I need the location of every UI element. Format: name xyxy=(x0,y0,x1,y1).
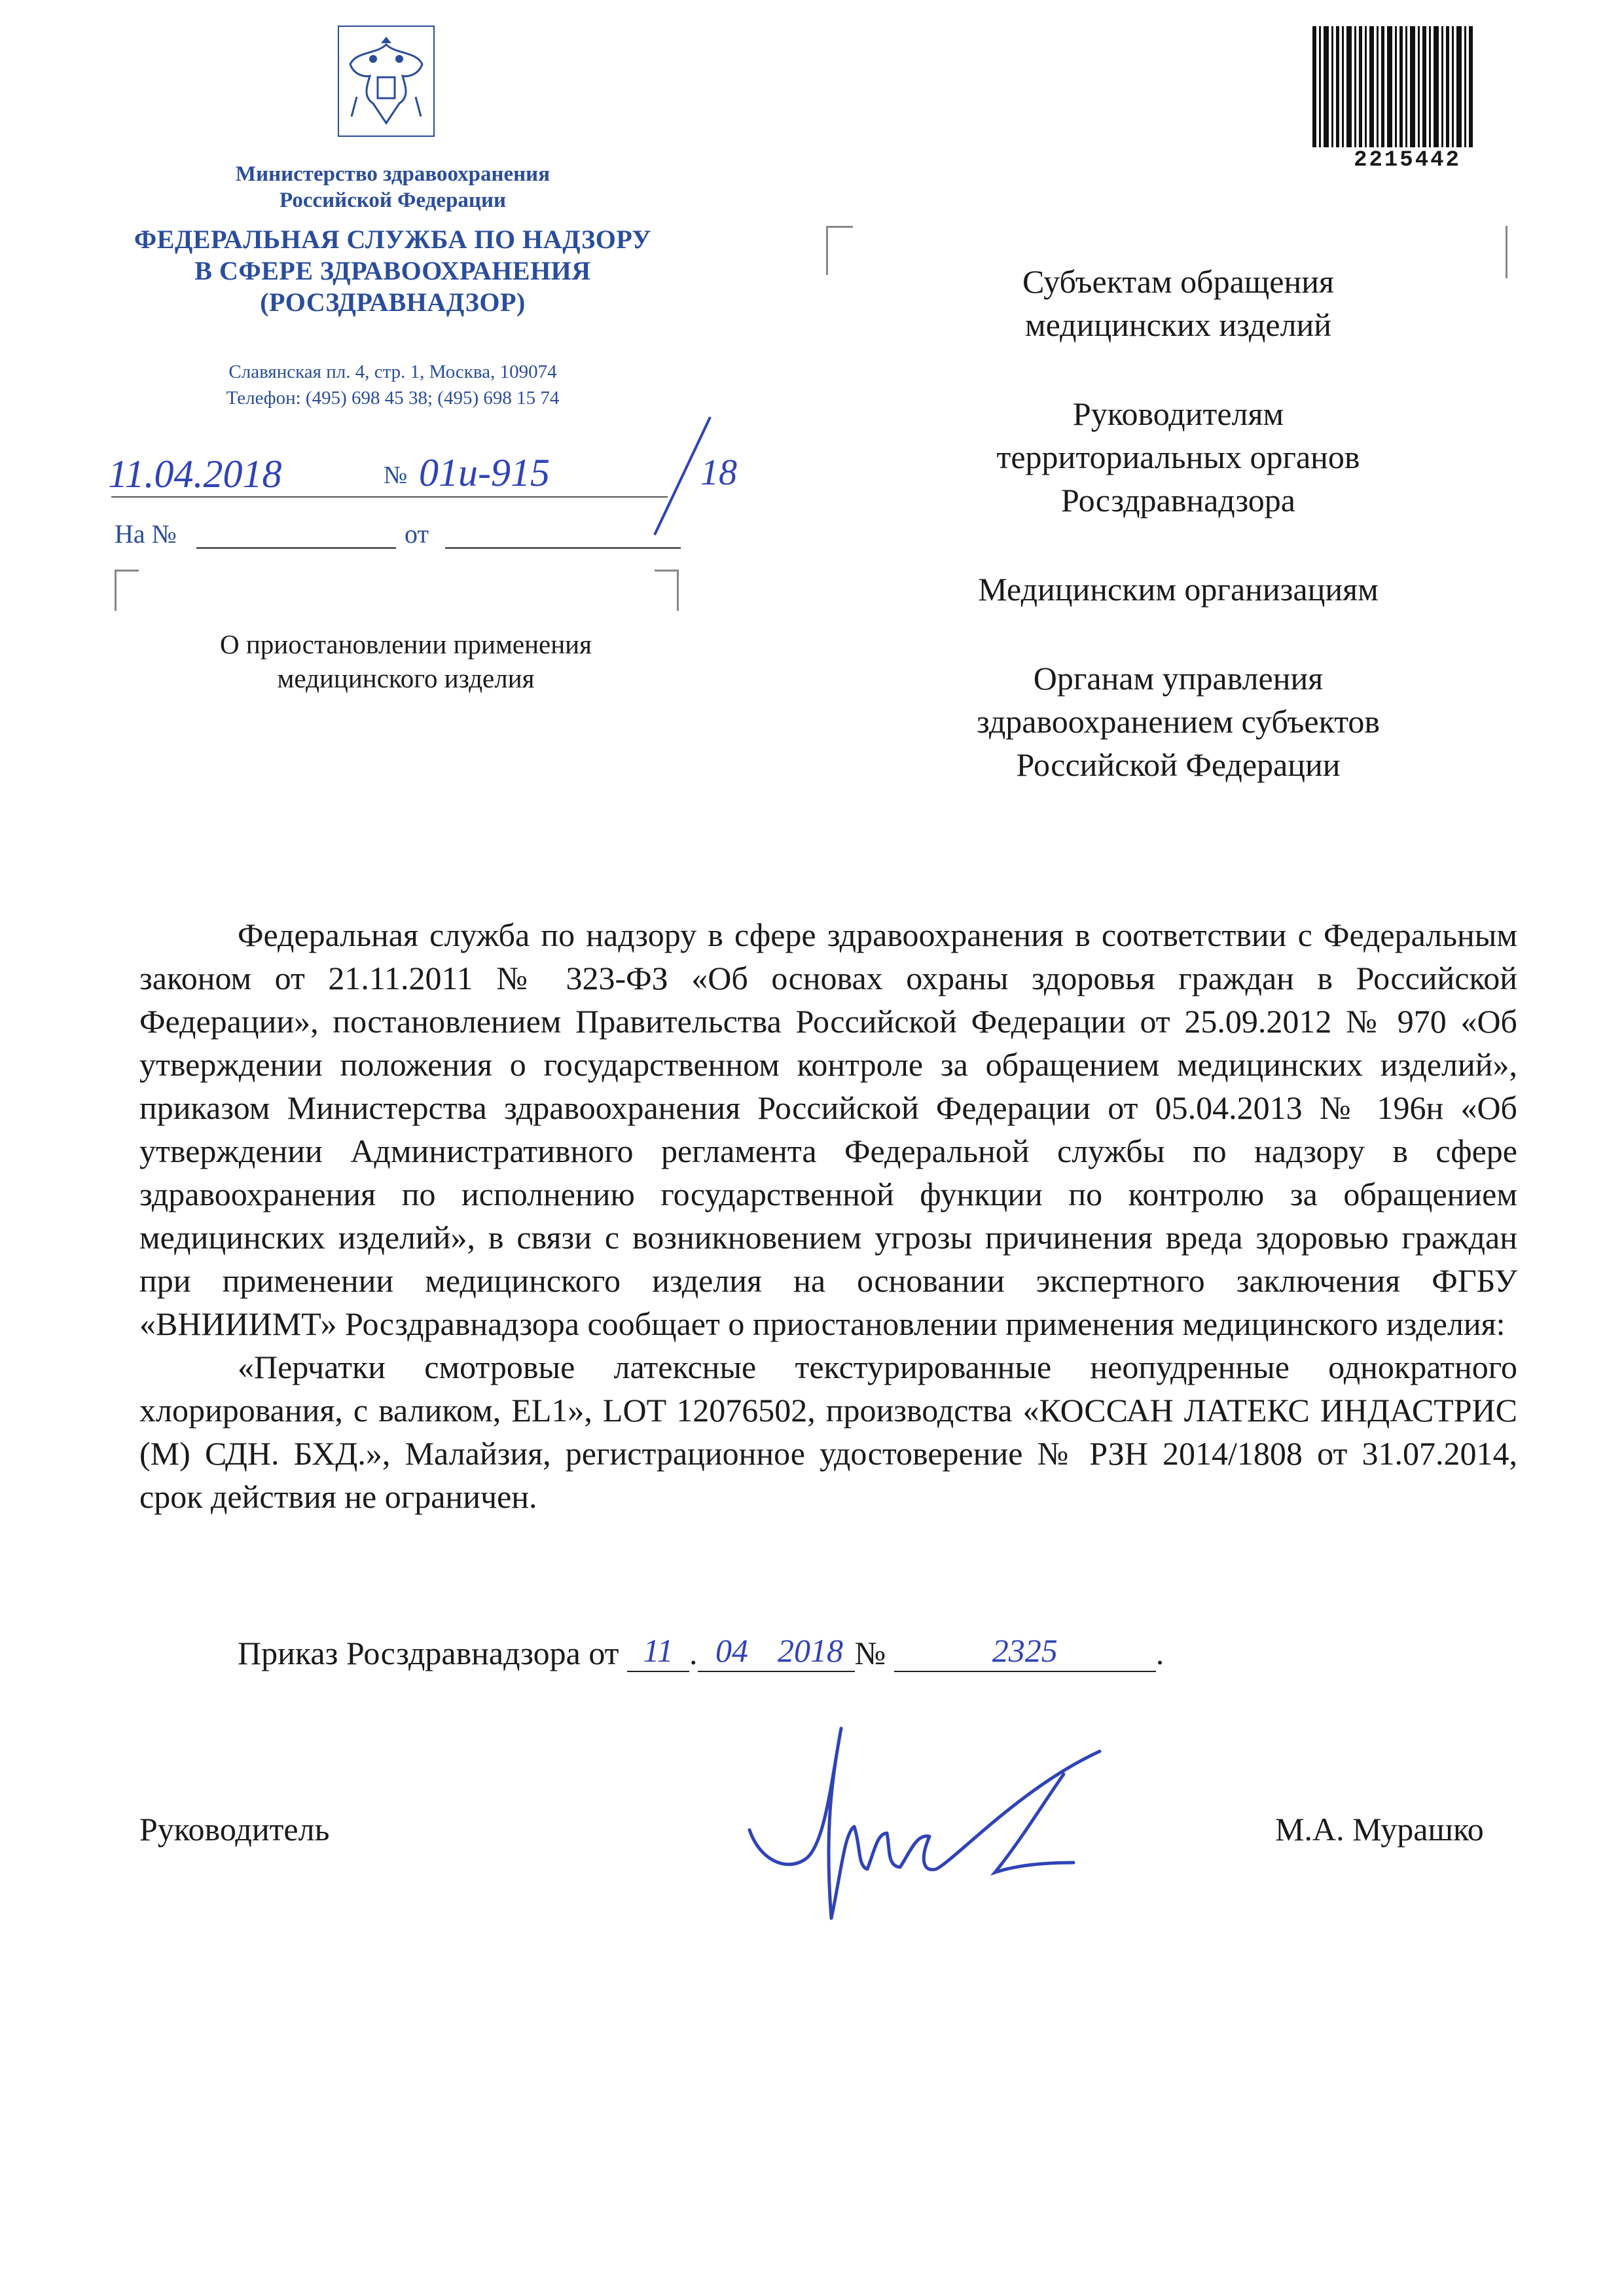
body-paragraph: Федеральная служба по надзору в сфере здравоохранения в соответствии с Федеральным законом от 21.11.2011 № 323-ФЗ «Об основах охраны здоровья граждан в Российской Федерации», постановлением Правительства Российской Федерации от 25.09.2012 № 970 «Об утверждении положения о государственном контроле за обращением медицинских изделий», приказом Министерства здравоохранения Российской Федерации от 05.04.2013 № 196н «Об утверждении Административного регламента Федеральной службы по надзору в сфере здравоохранения по исполнению государственной функции по контролю за обращением медицинских изделий», в связи с возникновением угрозы причинения вреда здоровью граждан при применении медицинского изделия на основании экспертного заключения ФГБУ «ВНИИИМТ» Росздравнадзора сообщает о приостановлении применения медицинского изделия: xyxy=(139,917,1517,1342)
addressee-line: медицинских изделий xyxy=(1024,306,1332,343)
signatory-role: Руководитель xyxy=(139,1811,330,1848)
coat-of-arms-icon xyxy=(337,25,435,137)
addressee-line: Руководителям xyxy=(1072,395,1284,432)
addressee-item xyxy=(916,260,1440,346)
addressee-line: Росздравнадзора xyxy=(1061,482,1295,519)
subject-line: медицинского изделия xyxy=(277,663,535,693)
phone-numbers: Телефон: (495) 698 45 38; (495) 698 15 74 xyxy=(226,388,560,409)
ministry-line: Министерство здравоохранения xyxy=(235,162,550,186)
letter-body xyxy=(139,913,1517,1518)
order-prefix: Приказ Росздравнадзора от xyxy=(238,1635,619,1671)
outgoing-date: 11.04.2018 xyxy=(108,452,282,496)
order-number: 2325 xyxy=(894,1631,1156,1672)
order-year: 2018 xyxy=(767,1631,855,1672)
corner-bracket xyxy=(655,570,679,611)
address-block xyxy=(118,359,668,411)
addressee-item xyxy=(916,568,1440,611)
order-day: 11 xyxy=(627,1631,689,1672)
addressee-item xyxy=(916,657,1440,786)
addressee-item xyxy=(916,392,1440,522)
reference-number-label: На № xyxy=(115,519,177,549)
outgoing-underline xyxy=(111,496,668,498)
signatory-name: М.А. Мурашко xyxy=(1275,1811,1484,1848)
postal-address: Славянская пл. 4, стр. 1, Москва, 109074 xyxy=(228,361,557,382)
corner-bracket xyxy=(1506,226,1509,278)
addressee-line: территориальных органов xyxy=(996,439,1360,475)
subject-title xyxy=(118,627,694,695)
barcode-icon xyxy=(1312,26,1476,157)
addressee-line: Субъектам обращения xyxy=(1022,263,1334,300)
ministry-name xyxy=(118,161,668,213)
barcode-number: 2215442 xyxy=(1354,148,1461,173)
addressee-line: Органам управления xyxy=(1033,660,1324,697)
service-line: ФЕДЕРАЛЬНАЯ СЛУЖБА ПО НАДЗОРУ xyxy=(134,225,652,254)
addressee-line: Российской Федерации xyxy=(1016,746,1341,783)
service-line: (РОСЗДРАВНАДЗОР) xyxy=(260,287,526,317)
outgoing-year: 18 xyxy=(700,452,737,493)
reference-date-blank xyxy=(445,547,681,549)
outgoing-number: 01и-915 xyxy=(419,451,550,494)
addressee-list xyxy=(916,260,1440,832)
corner-bracket xyxy=(115,570,139,611)
order-number-label: № xyxy=(854,1635,886,1671)
outgoing-number-label: № xyxy=(384,462,408,489)
reference-number-blank xyxy=(196,547,396,549)
order-reference: Приказ Росздравнадзора от 11 . 04 2018 № 2325 . xyxy=(238,1632,1164,1671)
ministry-line: Российской Федерации xyxy=(280,189,506,212)
order-month: 04 xyxy=(698,1631,767,1672)
addressee-line: здравоохранением субъектов xyxy=(976,703,1380,740)
service-line: В СФЕРЕ ЗДРАВООХРАНЕНИЯ xyxy=(194,256,591,285)
reference-date-label: от xyxy=(405,519,429,549)
body-paragraph: «Перчатки смотровые латексные текстурированные неопудренные однократного хлорирования, с валиком, EL1», LOT 12076502, производства «КОССАН ЛАТЕКС ИНДАСТРИС (М) СДН. БХД.», Малайзия, регистрационное удостоверение № РЗН 2014/1808 от 31.07.2014, срок действия не ограничен. xyxy=(139,1349,1517,1515)
corner-bracket xyxy=(826,226,853,275)
addressee-line: Медицинским организациям xyxy=(978,571,1379,608)
subject-line: О приостановлении применения xyxy=(220,629,592,659)
service-name xyxy=(92,224,694,318)
handwritten-signature-icon xyxy=(733,1702,1119,1925)
